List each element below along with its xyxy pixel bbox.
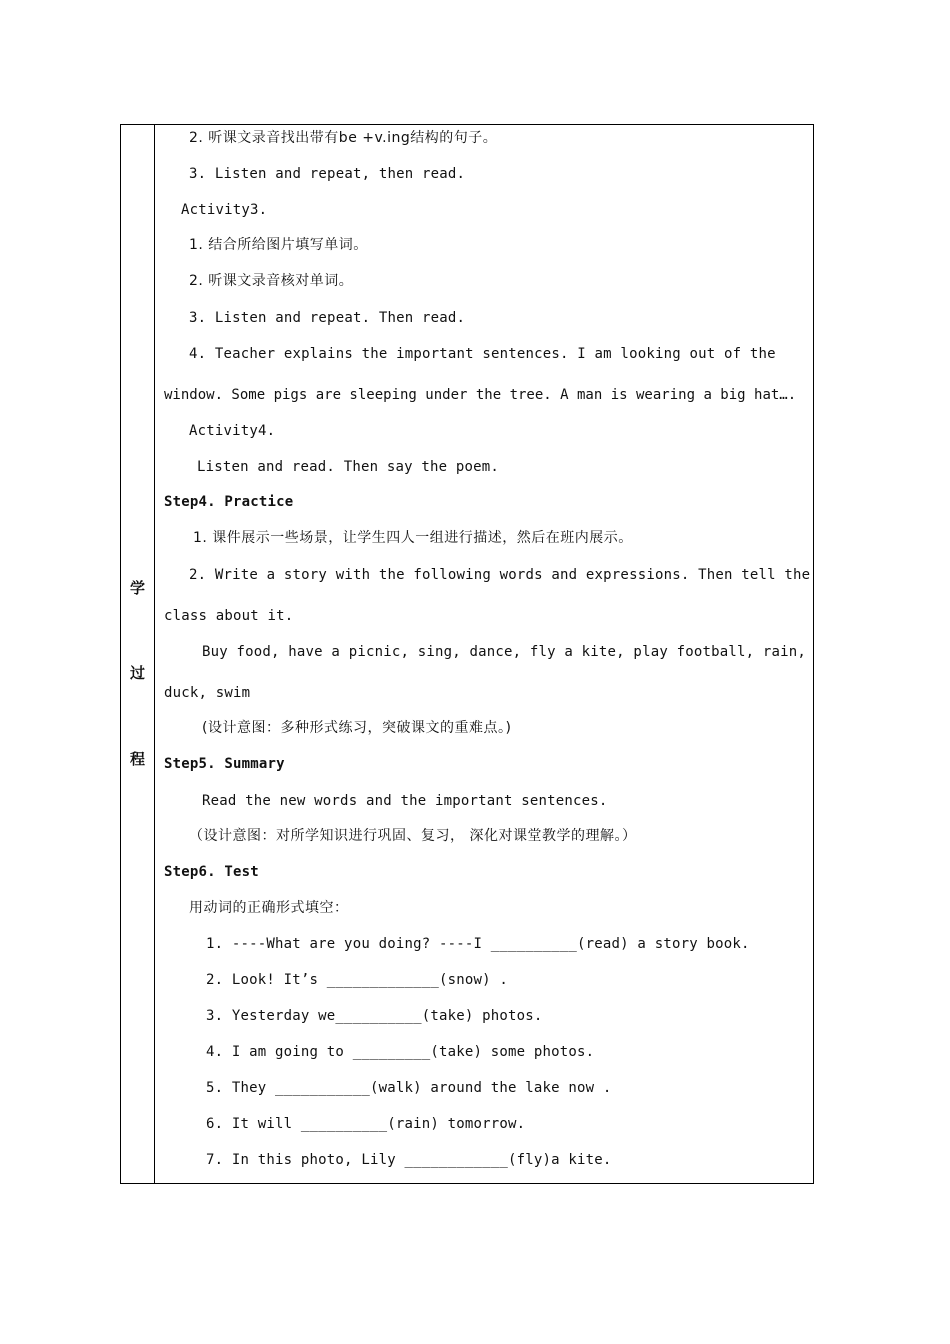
test-question-4: 4. I am going to _________(take) some photos. <box>206 1044 595 1060</box>
activity4-title: Activity4. <box>189 423 276 439</box>
step6-title: Step6. Test <box>164 864 259 880</box>
step5-design-intent: （设计意图：对所学知识进行巩固、复习， 深化对课堂教学的理解。） <box>189 828 637 844</box>
step4-item2-line1: 2. Write a story with the following words and expressions. Then tell the <box>189 567 811 583</box>
step6-instruction: 用动词的正确形式填空： <box>189 900 349 916</box>
test-question-7: 7. In this photo, Lily ____________(fly)a kite. <box>206 1152 612 1168</box>
step4-item1: 1. 课件展示一些场景，让学生四人一组进行描述，然后在班内展示。 <box>193 530 633 546</box>
side-label-cheng: 程 <box>129 750 145 768</box>
activity3-item3: 3. Listen and repeat. Then read. <box>189 310 466 326</box>
step5-text: Read the new words and the important sentences. <box>202 793 608 809</box>
step4-item2-line2: class about it. <box>164 608 294 624</box>
step4-words-line1: Buy food, have a picnic, sing, dance, fly a kite, play football, rain, <box>202 644 807 660</box>
test-question-6: 6. It will __________(rain) tomorrow. <box>206 1116 526 1132</box>
activity3-title: Activity3. <box>181 202 268 218</box>
step4-title: Step4. Practice <box>164 494 294 510</box>
side-label-guo: 过 <box>129 664 145 682</box>
step4-design-intent: (设计意图：多种形式练习，突破课文的重难点。) <box>202 720 512 736</box>
activity4-text: Listen and read. Then say the poem. <box>197 459 500 475</box>
test-question-1: 1. ----What are you doing? ----I __________(read) a story book. <box>206 936 750 952</box>
lesson-content <box>155 125 813 1183</box>
test-question-3: 3. Yesterday we__________(take) photos. <box>206 1008 543 1024</box>
test-question-2: 2. Look! It’s _____________(snow) . <box>206 972 509 988</box>
side-label-column <box>121 125 155 1183</box>
lesson-table <box>120 124 814 1184</box>
activity3-item4-line2: window. Some pigs are sleeping under the tree. A man is wearing a big hat…. <box>164 387 797 403</box>
activity2-item2: 2. 听课文录音找出带有be +v.ing结构的句子。 <box>189 130 498 146</box>
test-question-5: 5. They ___________(walk) around the lake now . <box>206 1080 612 1096</box>
activity2-item3: 3. Listen and repeat, then read. <box>189 166 466 182</box>
activity3-item1: 1. 结合所给图片填写单词。 <box>189 237 368 253</box>
step4-words-line2: duck, swim <box>164 685 251 701</box>
step5-title: Step5. Summary <box>164 756 285 772</box>
activity3-item4-line1: 4. Teacher explains the important sentences. I am looking out of the <box>189 346 776 362</box>
activity3-item2: 2. 听课文录音核对单词。 <box>189 273 354 289</box>
side-label-xue: 学 <box>129 579 145 597</box>
